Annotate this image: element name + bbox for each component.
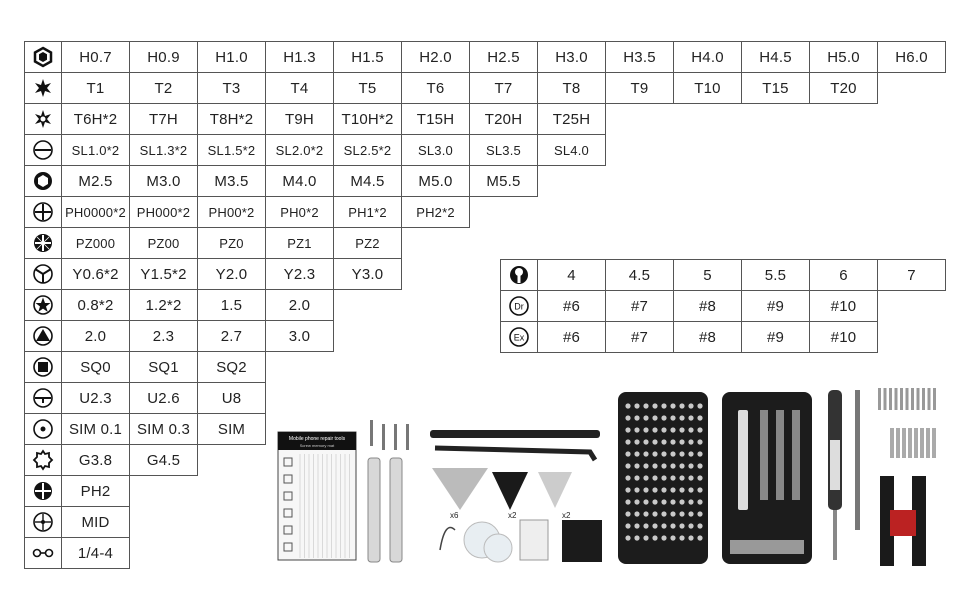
- slotted-icon: [24, 134, 62, 166]
- size-cell: 2.7: [197, 320, 266, 352]
- size-cell: M4.0: [265, 165, 334, 197]
- size-cell: U2.6: [129, 382, 198, 414]
- size-cell: M2.5: [61, 165, 130, 197]
- size-cell: M3.0: [129, 165, 198, 197]
- size-cell: T25H: [537, 103, 606, 135]
- size-cell: T4: [265, 72, 334, 104]
- size-cell: Y3.0: [333, 258, 402, 290]
- size-cell: T10H*2: [333, 103, 402, 135]
- quarter-inch-icon: [24, 537, 62, 569]
- hex-socket-icon: [24, 165, 62, 197]
- tri-wing-icon: [24, 258, 62, 290]
- size-cell: H1.3: [265, 41, 334, 73]
- size-cell: PH2*2: [401, 196, 470, 228]
- size-cell: T1: [61, 72, 130, 104]
- size-cell: PH000*2: [129, 196, 198, 228]
- size-cell: H1.0: [197, 41, 266, 73]
- size-cell: PH1*2: [333, 196, 402, 228]
- size-cell: M5.0: [401, 165, 470, 197]
- size-cell: MID: [61, 506, 130, 538]
- size-cell: PH2: [61, 475, 130, 507]
- size-cell: #10: [809, 321, 878, 353]
- size-cell: SL2.5*2: [333, 134, 402, 166]
- size-cell: U2.3: [61, 382, 130, 414]
- bit-case-large: [618, 392, 708, 564]
- svg-text:x2: x2: [508, 511, 517, 520]
- size-cell: T10: [673, 72, 742, 104]
- gear-icon: [24, 444, 62, 476]
- size-cell: 1.5: [197, 289, 266, 321]
- size-cell: 0.8*2: [61, 289, 130, 321]
- size-cell: #8: [673, 321, 742, 353]
- mid-icon: [24, 506, 62, 538]
- size-cell: M4.5: [333, 165, 402, 197]
- size-cell: H0.9: [129, 41, 198, 73]
- size-cell: SL3.0: [401, 134, 470, 166]
- size-cell: G3.8: [61, 444, 130, 476]
- size-cell: PH00*2: [197, 196, 266, 228]
- size-cell: T7: [469, 72, 538, 104]
- bits-and-wrist-strap: [878, 388, 936, 566]
- size-cell: SL2.0*2: [265, 134, 334, 166]
- size-cell: 5.5: [741, 259, 810, 291]
- size-cell: H5.0: [809, 41, 878, 73]
- size-cell: SL1.0*2: [61, 134, 130, 166]
- size-cell: 2.0: [61, 320, 130, 352]
- size-cell: T2: [129, 72, 198, 104]
- mat-title: Mobile phone repair tools: [288, 436, 346, 442]
- size-cell: PZ000: [61, 227, 130, 259]
- size-cell: #9: [741, 321, 810, 353]
- size-cell: 1.2*2: [129, 289, 198, 321]
- svg-text:x6: x6: [450, 511, 459, 520]
- sim-pin-icon: [24, 413, 62, 445]
- size-cell: 7: [877, 259, 946, 291]
- size-cell: M5.5: [469, 165, 538, 197]
- size-cell: 2.3: [129, 320, 198, 352]
- memory-mat: [278, 432, 356, 560]
- size-cell: M3.5: [197, 165, 266, 197]
- size-cell: SL4.0: [537, 134, 606, 166]
- size-cell: T20: [809, 72, 878, 104]
- square-icon: [24, 351, 62, 383]
- size-cell: T9H: [265, 103, 334, 135]
- triangle-icon: [24, 320, 62, 352]
- size-cell: T5: [333, 72, 402, 104]
- size-cell: 5: [673, 259, 742, 291]
- mat-subtitle: Screw memory mat: [299, 443, 335, 448]
- size-cell: T3: [197, 72, 266, 104]
- size-cell: #8: [673, 290, 742, 322]
- size-cell: T6H*2: [61, 103, 130, 135]
- svg-text:Ex: Ex: [513, 332, 525, 343]
- torx-security-icon: [24, 103, 62, 135]
- u-shape-icon: [24, 382, 62, 414]
- toolkit-photo: [270, 380, 960, 580]
- size-cell: #10: [809, 290, 878, 322]
- size-cell: SL3.5: [469, 134, 538, 166]
- size-cell: PH0000*2: [61, 196, 130, 228]
- size-cell: H6.0: [877, 41, 946, 73]
- size-cell: T20H: [469, 103, 538, 135]
- extractor-icon: [500, 321, 538, 353]
- size-cell: SIM 0.1: [61, 413, 130, 445]
- spudger-set: [368, 420, 409, 562]
- size-cell: SL1.3*2: [129, 134, 198, 166]
- size-cell: H4.0: [673, 41, 742, 73]
- opening-picks: [432, 468, 602, 562]
- svg-text:Dr: Dr: [514, 301, 524, 312]
- size-cell: #7: [605, 321, 674, 353]
- wrench-icon: [500, 259, 538, 291]
- size-cell: U8: [197, 382, 266, 414]
- size-cell: T8H*2: [197, 103, 266, 135]
- size-cell: T15H: [401, 103, 470, 135]
- size-cell: 4: [537, 259, 606, 291]
- size-cell: 4.5: [605, 259, 674, 291]
- size-cell: SL1.5*2: [197, 134, 266, 166]
- size-cell: PZ0: [197, 227, 266, 259]
- size-cell: 2.0: [265, 289, 334, 321]
- size-cell: #9: [741, 290, 810, 322]
- hex-icon: [24, 41, 62, 73]
- screwdriver: [828, 390, 860, 560]
- size-cell: #6: [537, 321, 606, 353]
- size-cell: PZ00: [129, 227, 198, 259]
- size-cell: H4.5: [741, 41, 810, 73]
- size-cell: #6: [537, 290, 606, 322]
- size-cell: T15: [741, 72, 810, 104]
- phillips-icon: [24, 196, 62, 228]
- cross-circle-icon: [24, 475, 62, 507]
- size-cell: SIM 0.3: [129, 413, 198, 445]
- size-cell: 6: [809, 259, 878, 291]
- size-cell: PZ2: [333, 227, 402, 259]
- pozidriv-icon: [24, 227, 62, 259]
- size-cell: Y0.6*2: [61, 258, 130, 290]
- size-cell: SQ1: [129, 351, 198, 383]
- size-cell: Y1.5*2: [129, 258, 198, 290]
- size-cell: SQ0: [61, 351, 130, 383]
- size-cell: H3.5: [605, 41, 674, 73]
- size-cell: #7: [605, 290, 674, 322]
- size-cell: H1.5: [333, 41, 402, 73]
- size-cell: Y2.3: [265, 258, 334, 290]
- size-cell: SIM: [197, 413, 266, 445]
- pentalobe-icon: [24, 289, 62, 321]
- size-cell: G4.5: [129, 444, 198, 476]
- size-cell: PH0*2: [265, 196, 334, 228]
- size-cell: H0.7: [61, 41, 130, 73]
- size-cell: Y2.0: [197, 258, 266, 290]
- svg-text:x2: x2: [562, 511, 571, 520]
- size-cell: H3.0: [537, 41, 606, 73]
- size-cell: T6: [401, 72, 470, 104]
- size-cell: H2.5: [469, 41, 538, 73]
- size-cell: SQ2: [197, 351, 266, 383]
- driver-icon: [500, 290, 538, 322]
- size-cell: H2.0: [401, 41, 470, 73]
- bit-case-small: [722, 392, 812, 564]
- size-cell: T7H: [129, 103, 198, 135]
- size-cell: PZ1: [265, 227, 334, 259]
- size-cell: T9: [605, 72, 674, 104]
- extension-bar: [430, 430, 600, 460]
- torx-icon: [24, 72, 62, 104]
- size-cell: 3.0: [265, 320, 334, 352]
- size-cell: T8: [537, 72, 606, 104]
- size-cell: 1/4-4: [61, 537, 130, 569]
